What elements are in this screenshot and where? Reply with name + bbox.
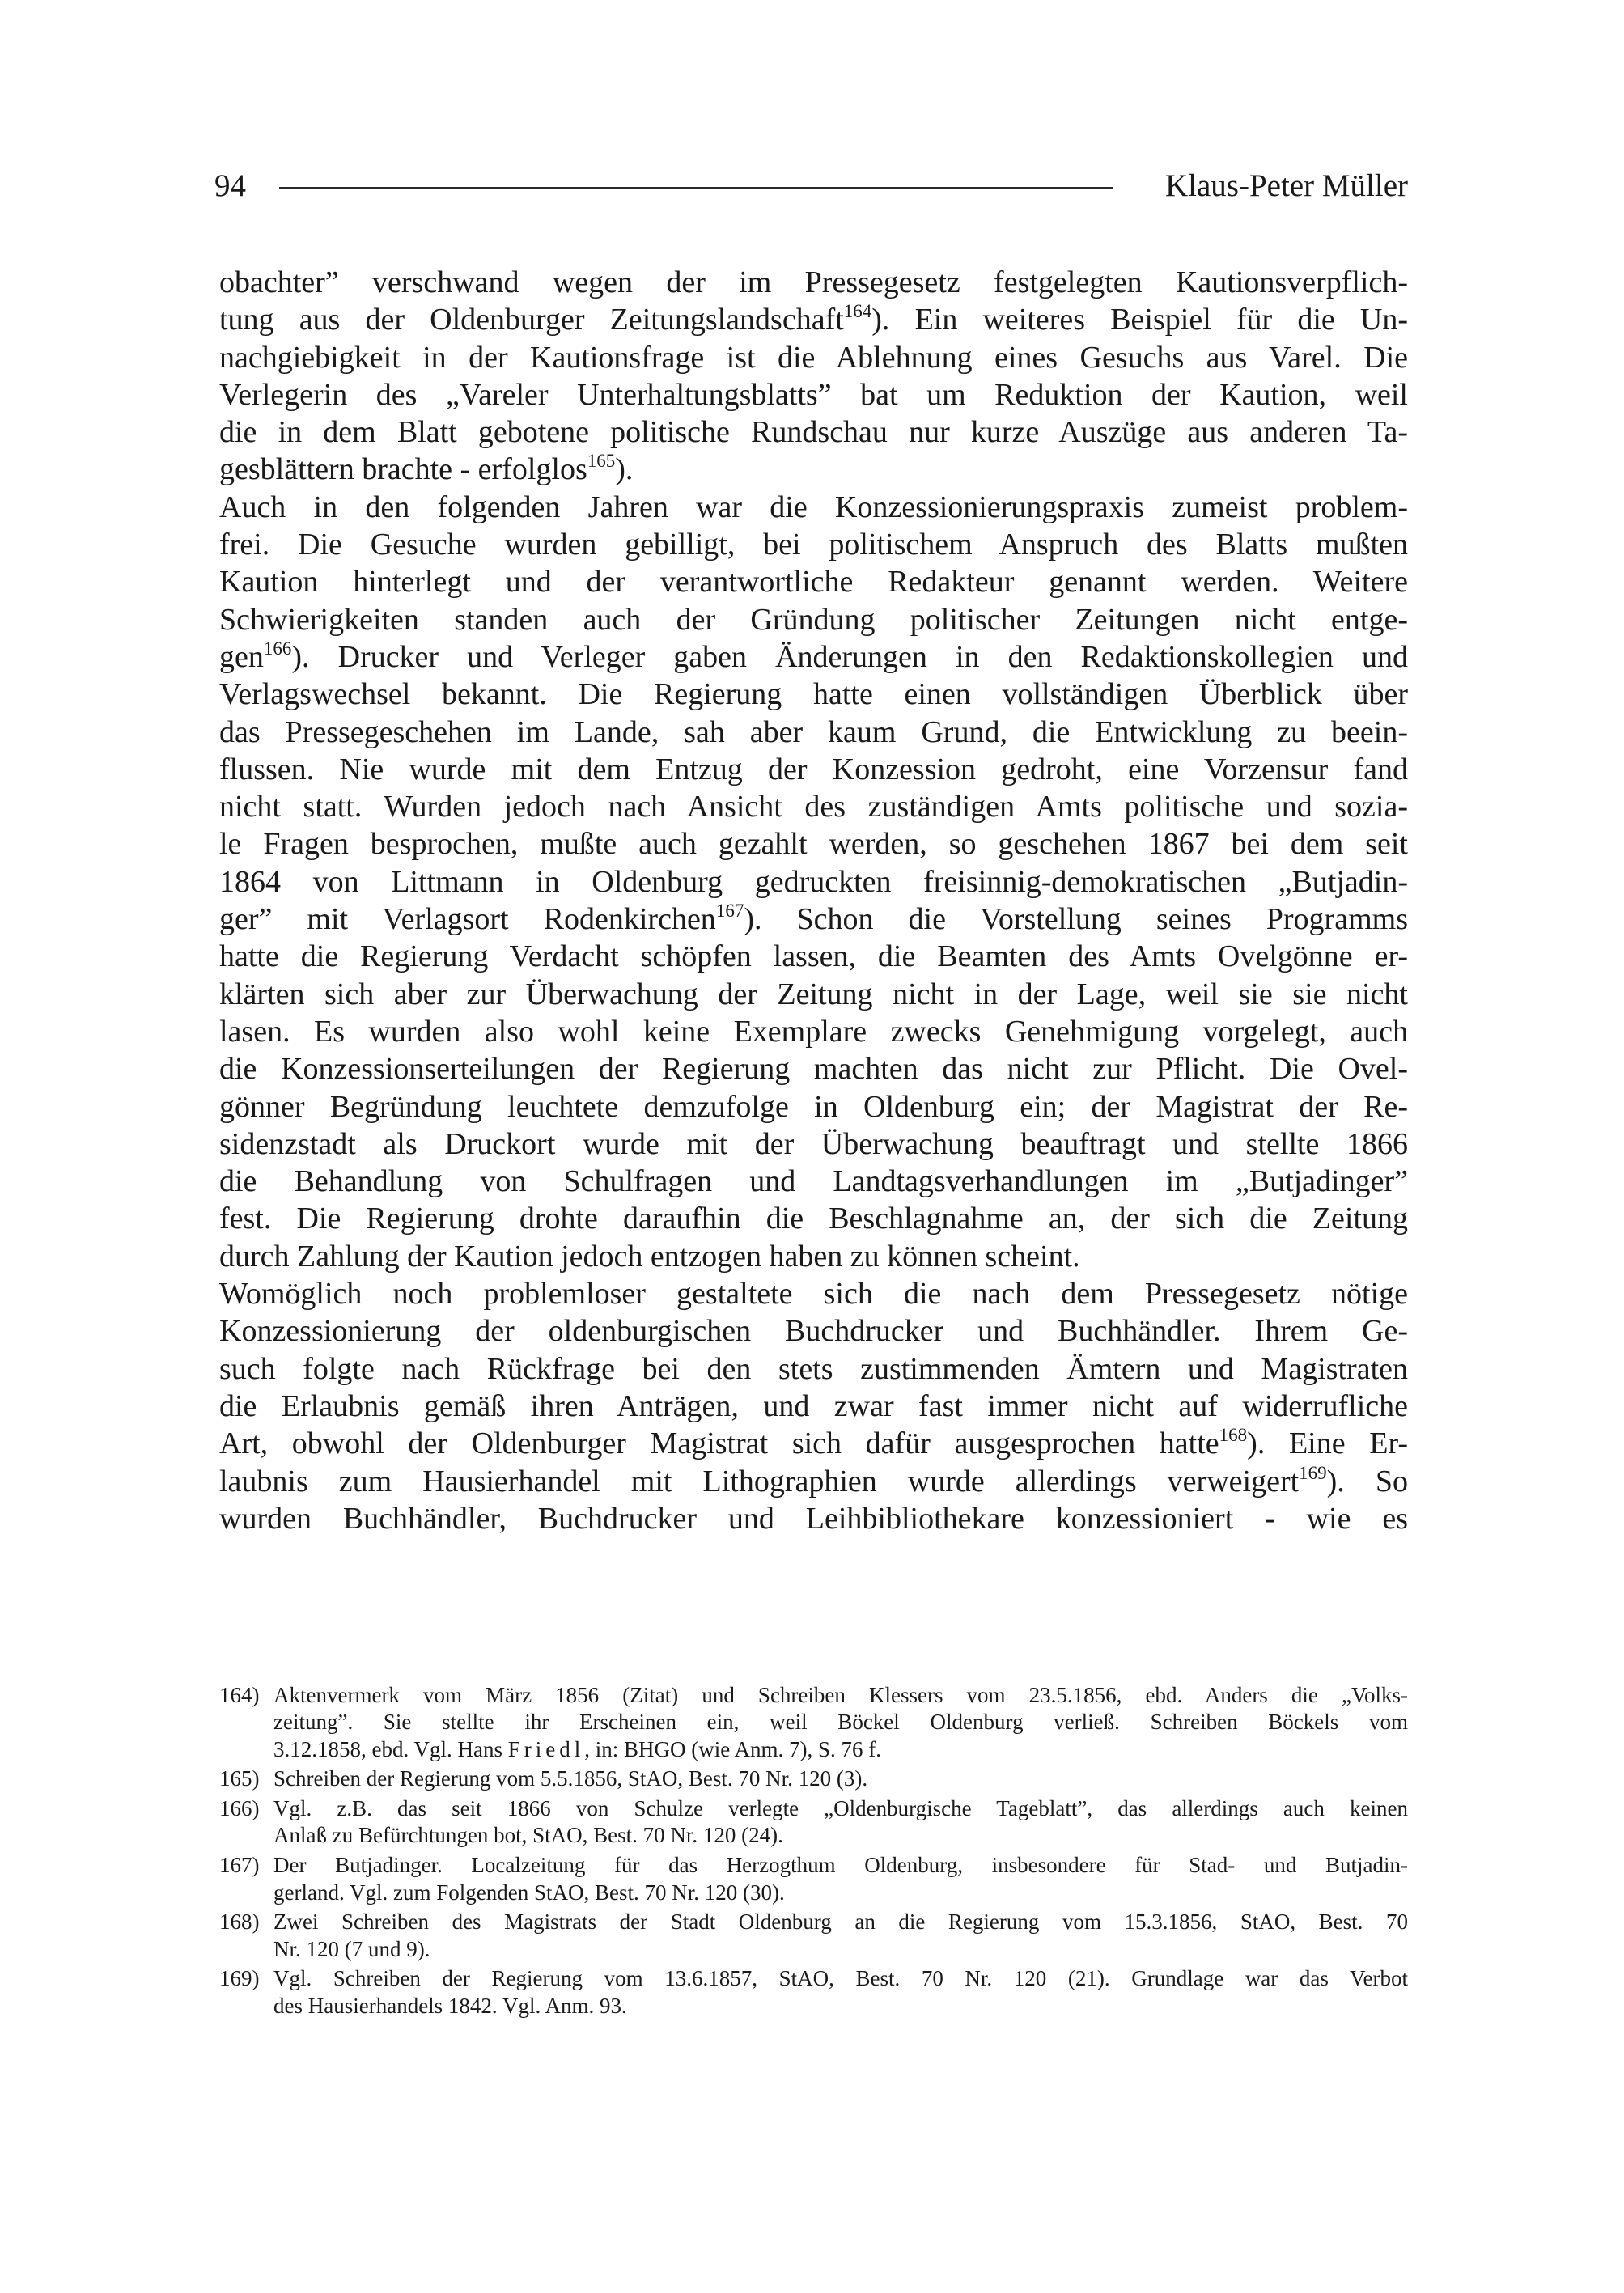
body-line bbox=[219, 1425, 1408, 1462]
footnote-text: zeitung”. Sie stellte ihr Erscheinen ein, weil Böckel Oldenburg verließ. Schreiben Böckels vom bbox=[273, 1710, 1408, 1735]
footnote bbox=[219, 1909, 1408, 1963]
footnote-line bbox=[273, 1709, 1408, 1736]
footnote-line bbox=[273, 1909, 1408, 1935]
body-line-text: Schwierigkeiten standen auch der Gründung politischer Zeitungen nicht entge- bbox=[219, 602, 1408, 637]
body-line-text: tung aus der Oldenburger Zeitungslandschaft bbox=[219, 303, 844, 337]
body-line bbox=[219, 1463, 1408, 1500]
body-line bbox=[219, 563, 1408, 600]
body-line bbox=[219, 1312, 1408, 1350]
footnote-line bbox=[273, 1682, 1408, 1709]
footnote-text: , in: BHGO (wie Anm. 7), S. 76 f. bbox=[584, 1736, 881, 1761]
footnote-text: gerland. Vgl. zum Folgenden StAO, Best. 70 Nr. 120 (30). bbox=[273, 1880, 785, 1905]
footnote-text: Der Butjadinger. Localzeitung für das Herzogthum Oldenburg, insbesondere für Stad- und Butjadin- bbox=[273, 1853, 1408, 1878]
body-line-text: lasen. Es wurden also wohl keine Exemplare zwecks Genehmigung vorgelegt, auch bbox=[219, 1014, 1408, 1049]
footnotes bbox=[219, 1682, 1408, 2023]
body-line bbox=[219, 901, 1408, 938]
footnote-number: 169) bbox=[219, 1966, 260, 1991]
body-line-text: Kaution hinterlegt und der verantwortliche Redakteur genannt werden. Weitere bbox=[219, 565, 1408, 600]
footnote-reference: 166 bbox=[263, 638, 292, 659]
body-line-text: gen bbox=[219, 639, 264, 674]
body-line-text: ger” mit Verlagsort Rodenkirchen bbox=[219, 902, 716, 937]
body-line bbox=[219, 1500, 1408, 1537]
footnote-line bbox=[273, 1736, 1408, 1763]
body-line bbox=[219, 451, 1408, 488]
body-line bbox=[219, 714, 1408, 751]
footnote-line bbox=[273, 1880, 1408, 1906]
body-line bbox=[219, 938, 1408, 975]
footnote-line bbox=[273, 1852, 1408, 1879]
body-line-text: Konzessionierung der oldenburgischen Buchdrucker und Buchhändler. Ihrem Ge- bbox=[219, 1314, 1408, 1349]
body-line-text: die Erlaubnis gemäß ihren Anträgen, und zwar fast immer nicht auf widerrufliche bbox=[219, 1388, 1408, 1423]
body-line bbox=[219, 301, 1408, 338]
body-line bbox=[219, 1350, 1408, 1388]
body-line-text: le Fragen besprochen, mußte auch gezahlt werden, so geschehen 1867 bei dem seit bbox=[219, 827, 1408, 862]
body-line-text: hatte die Regierung Verdacht schöpfen lassen, die Beamten des Amts Ovelgönne er- bbox=[219, 939, 1408, 974]
body-line bbox=[219, 1388, 1408, 1425]
footnote-number: 167) bbox=[219, 1853, 260, 1878]
footnote-number: 166) bbox=[219, 1796, 260, 1821]
body-line bbox=[219, 1050, 1408, 1087]
body-line-text: flussen. Nie wurde mit dem Entzug der Konzession gedroht, eine Vorzensur fand bbox=[219, 752, 1408, 786]
body-line bbox=[219, 413, 1408, 451]
footnote-text: 3.12.1858, ebd. Vgl. Hans bbox=[273, 1736, 508, 1761]
body-line bbox=[219, 788, 1408, 825]
body-line-text: Womöglich noch problemloser gestaltete sich die nach dem Pressegesetz nötige bbox=[219, 1277, 1408, 1312]
body-line-text: Verlegerin des „Vareler Unterhaltungsblatts” bat um Reduktion der Kaution, weil bbox=[219, 377, 1408, 412]
body-line-text: ). So bbox=[1326, 1464, 1408, 1498]
body-line bbox=[219, 751, 1408, 788]
body-line-text: ). Drucker und Verleger gaben Änderungen in den Redaktionskollegien und bbox=[291, 639, 1408, 674]
footnote-number: 165) bbox=[219, 1766, 260, 1791]
footnote-line bbox=[273, 1822, 1408, 1849]
body-line bbox=[219, 489, 1408, 526]
body-line bbox=[219, 376, 1408, 413]
footnote bbox=[219, 1765, 1408, 1792]
body-line bbox=[219, 1163, 1408, 1200]
footnote-text: Vgl. Schreiben der Regierung vom 13.6.1857, StAO, Best. 70 Nr. 120 (21). Grundlage war das Verbot bbox=[273, 1966, 1408, 1991]
footnote bbox=[219, 1682, 1408, 1763]
body-line-text: Art, obwohl der Oldenburger Magistrat sich dafür ausgesprochen hatte bbox=[219, 1426, 1219, 1461]
page-header bbox=[214, 164, 1408, 208]
body-line-text: wurden Buchhändler, Buchdrucker und Leihbibliothekare konzessioniert - wie es bbox=[219, 1501, 1408, 1536]
body-line bbox=[219, 638, 1408, 676]
body-line-text: nicht statt. Wurden jedoch nach Ansicht des zuständigen Amts politische und sozia- bbox=[219, 790, 1408, 824]
body-line-text: die in dem Blatt gebotene politische Rundschau nur kurze Auszüge aus anderen Ta- bbox=[219, 415, 1408, 450]
body-line bbox=[219, 1238, 1408, 1275]
body-line bbox=[219, 1200, 1408, 1237]
body-line bbox=[219, 1275, 1408, 1312]
body-line-text: das Pressegeschehen im Lande, sah aber kaum Grund, die Entwicklung zu beein- bbox=[219, 714, 1408, 749]
body-line bbox=[219, 526, 1408, 563]
body-line bbox=[219, 601, 1408, 638]
footnote-text: des Hausierhandels 1842. Vgl. Anm. 93. bbox=[273, 1993, 627, 2018]
header-rule bbox=[279, 187, 1113, 189]
body-line bbox=[219, 825, 1408, 863]
body-line bbox=[219, 339, 1408, 376]
footnote bbox=[219, 1795, 1408, 1850]
body-line-text: ). Schon die Vorstellung seines Programms bbox=[744, 902, 1408, 937]
footnote-line bbox=[273, 1936, 1408, 1963]
body-line bbox=[219, 976, 1408, 1013]
body-line bbox=[219, 863, 1408, 901]
footnote-text: Nr. 120 (7 und 9). bbox=[273, 1936, 430, 1961]
body-line-text: ). bbox=[615, 452, 634, 487]
body-text bbox=[219, 264, 1408, 1537]
body-line bbox=[219, 1088, 1408, 1125]
footnote-line bbox=[273, 1795, 1408, 1822]
body-line-text: gesblättern brachte - erfolglos bbox=[219, 452, 587, 487]
body-line bbox=[219, 264, 1408, 301]
running-head-author: Klaus-Peter Müller bbox=[1164, 168, 1408, 203]
body-line-text: ). Eine Er- bbox=[1247, 1426, 1408, 1461]
body-line-text: fest. Die Regierung drohte daraufhin die Beschlagnahme an, der sich die Zeitung bbox=[219, 1202, 1408, 1236]
author-name-spaced: Friedl bbox=[507, 1736, 585, 1761]
footnote-line bbox=[273, 1965, 1408, 1992]
body-line-text: frei. Die Gesuche wurden gebilligt, bei politischem Anspruch des Blatts mußten bbox=[219, 528, 1408, 562]
body-line-text: klärten sich aber zur Überwachung der Zeitung nicht in der Lage, weil sie sie nicht bbox=[219, 977, 1408, 1011]
body-line bbox=[219, 1125, 1408, 1163]
body-line bbox=[219, 676, 1408, 713]
body-line-text: die Konzessionserteilungen der Regierung machten das nicht zur Pflicht. Die Ovel- bbox=[219, 1052, 1408, 1087]
footnote-text: Schreiben der Regierung vom 5.5.1856, StAO, Best. 70 Nr. 120 (3). bbox=[273, 1766, 868, 1791]
footnote-reference: 165 bbox=[587, 451, 616, 472]
footnote-number: 164) bbox=[219, 1683, 260, 1707]
footnote-reference: 164 bbox=[843, 301, 872, 322]
footnote-reference: 168 bbox=[1219, 1425, 1248, 1446]
footnote bbox=[219, 1852, 1408, 1906]
footnote-line bbox=[273, 1993, 1408, 2020]
footnote bbox=[219, 1965, 1408, 2020]
body-line-text: 1864 von Littmann in Oldenburg gedruckten freisinnig-demokratischen „Butjadin- bbox=[219, 864, 1408, 899]
footnote-text: Vgl. z.B. das seit 1866 von Schulze verlegte „Oldenburgische Tageblatt”, das allerdings auch keinen bbox=[273, 1796, 1408, 1821]
footnote-number: 168) bbox=[219, 1909, 260, 1935]
footnote-reference: 167 bbox=[715, 901, 744, 922]
body-line-text: such folgte nach Rückfrage bei den stets zustimmenden Ämtern und Magistraten bbox=[219, 1351, 1408, 1386]
body-line-text: obachter” verschwand wegen der im Pressegesetz festgelegten Kautionsverpflich- bbox=[219, 265, 1408, 299]
body-line-text: ). Ein weiteres Beispiel für die Un- bbox=[871, 303, 1408, 337]
footnote-text: Aktenvermerk vom März 1856 (Zitat) und Schreiben Klessers vom 23.5.1856, ebd. Anders die „Volks- bbox=[273, 1683, 1408, 1707]
body-line-text: gönner Begründung leuchtete demzufolge in Oldenburg ein; der Magistrat der Re- bbox=[219, 1089, 1408, 1124]
footnote-reference: 169 bbox=[1299, 1462, 1327, 1483]
page-number: 94 bbox=[214, 168, 246, 203]
footnote-line bbox=[273, 1765, 1408, 1792]
body-line bbox=[219, 1013, 1408, 1050]
footnote-text: Zwei Schreiben des Magistrats der Stadt Oldenburg an die Regierung vom 15.3.1856, StAO, Best. 70 bbox=[273, 1909, 1408, 1935]
body-line-text: Verlagswechsel bekannt. Die Regierung hatte einen vollständigen Überblick über bbox=[219, 677, 1408, 712]
footnote-text: Anlaß zu Befürchtungen bot, StAO, Best. 70 Nr. 120 (24). bbox=[273, 1823, 783, 1848]
body-line-text: durch Zahlung der Kaution jedoch entzogen haben zu können scheint. bbox=[219, 1239, 1080, 1274]
body-line-text: die Behandlung von Schulfragen und Landtagsverhandlungen im „Butjadinger” bbox=[219, 1164, 1408, 1199]
body-line-text: nachgiebigkeit in der Kautionsfrage ist die Ablehnung eines Gesuchs aus Varel. Die bbox=[219, 340, 1408, 375]
body-line-text: Auch in den folgenden Jahren war die Konzessionierungspraxis zumeist problem- bbox=[219, 490, 1408, 524]
body-line-text: sidenzstadt als Druckort wurde mit der Überwachung beauftragt und stellte 1866 bbox=[219, 1126, 1408, 1161]
body-line-text: laubnis zum Hausierhandel mit Lithographien wurde allerdings verweigert bbox=[219, 1464, 1300, 1498]
